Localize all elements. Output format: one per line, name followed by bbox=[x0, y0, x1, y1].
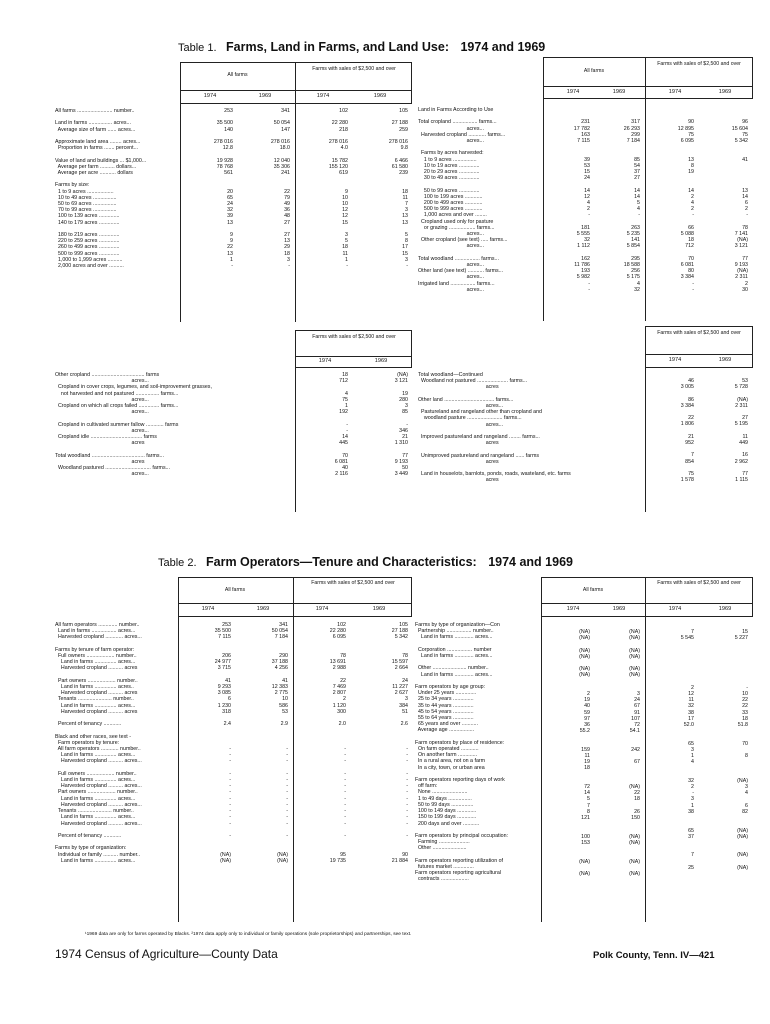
table1-left-values-1974: 253 35 500 140 278 016 12.8 19 928 78 768 561 20 65 24 32 39 13 9 9 22 13 1 - bbox=[213, 108, 233, 270]
table2-left-sales-1969: 105 27 188 5 342 78 15 597 2 664 24 11 227 2 627 3 384 51 2.6 - - - - - - - - - - - - - 90 21 884 bbox=[391, 622, 408, 864]
table2-right-row-labels: Farms by type of organization—Con Partnership ................. number.. Land in farms ............. acres... Corporation ................. number Land in farms ............. acres... Other ....................... number.. Land in farms ............. acres... Farm operators by age group: Under 25 years .............. 25 to 34 years .............. 35 to 44 years .............. 45 to 54 years .............. 55 to 64 years .............. 65 years and over ........... Average age ................. Farm operators by place of residence: On farm operated ............ On another farm ............. In a rural area, not on a farm In a city, town, or urban area Farm operators reporting days of work off farm: None ........................ 1 to 49 days ................ 50 to 99 days ............... 100 to 149 days ............. 150 to 199 days ............. 200 days and over ........... Farm operators by principal occupation: Farming ..................... Other ....................... Farm operators reporting utilization of futures market .............. Farm operators reporting agricultural contracts ................... bbox=[415, 622, 509, 883]
table1-title-text: Farms, Land in Farms, and Land Use: bbox=[226, 40, 449, 54]
table1-lower-right-1974: 46 3 005 86 3 384 22 1 806 21 952 7 854 75 1 578 bbox=[680, 378, 694, 484]
table1-lower-left-1969: (NA) 3 121 19 280 3 85 - 346 21 1 310 77 9 193 50 3 449 bbox=[394, 372, 408, 478]
table2-title-text: Farm Operators—Tenure and Characteristics: bbox=[206, 555, 477, 569]
table2-left-year-1969: 1969 bbox=[256, 606, 270, 612]
table2-left-syear-1974: 1974 bbox=[315, 606, 329, 612]
table1-right-syear-1974: 1974 bbox=[668, 89, 682, 95]
table2-right-values-1969: (NA) (NA) (NA) (NA) (NA) (NA) 3 24 67 91 107 72 54.1 242 67 (NA) 22 18 26 150 (NA) (NA) (NA) (NA) bbox=[629, 629, 640, 877]
table1-right-sales-1969: 96 15 604 75 5 342 41 13 14 6 2 - 78 7 141 (NA) 3 121 77 9 193 (NA) 2 311 2 30 bbox=[731, 119, 748, 293]
table1-left-values-1969: 341 50 054 147 278 016 18.0 12 040 35 306 241 22 79 49 36 48 27 27 13 29 18 3 - bbox=[270, 108, 290, 270]
table1-label: Table 1. bbox=[178, 42, 217, 54]
table1-right-syear-1969: 1969 bbox=[718, 89, 732, 95]
table2-right-sales-1974: 7 5 545 2 12 11 32 38 17 52.0 65 3 1 4 32 2 - 3 1 38 65 37 7 25 bbox=[680, 629, 694, 871]
table2-left-row-labels: All farm operators ............. number.. Land in farms ................. acres... Harvested cropland ............ acres... Farms by tenure of farm operator: Full owners ................... number.. Land in farms ............... acres... Harvested cropland .......... acres Part owners ................... number.. Land in farms ............... acres.. Harvested cropland .......... acres Tenants ....................... number.. Land in farms ............... acres... Harvested cropland .......... acres Percent of tenancy ............ Black and other races, see text - Farm operators by tenure: All farm operators ............ number.. Land in farms ............... acres... Harvested cropland .......... acres... Full owners ................... number.. Land in farms ............... acres... Harvested cropland .......... acres... Part owners ................... number.. Land in farms ............... acres... Harvested cropland .......... acres... Tenants ....................... number.. Land in farms ............... acres... Harvested cropland .......... acres... Percent of tenancy ............ Farms by type of organization: Individual or family .......... number.. Land in farms ............... acres... bbox=[55, 622, 142, 864]
table1-left-col-sales: Farms with sales of $2,500 and over bbox=[312, 66, 396, 72]
table2-right-sales-1969: 15 5 227 - 10 22 22 33 18 51.8 70 8 (NA) 3 4 6 82 (NA) (NA) (NA) (NA) bbox=[734, 629, 748, 871]
table2-left-values-1969: 341 50 054 7 184 290 37 188 4 256 41 12 383 2 775 10 586 53 2.9 - - - - - - - - - - - - - (NA) (NA) bbox=[271, 622, 288, 864]
table1-right-values-1974: 231 17 782 163 7 115 39 53 15 24 14 12 4 2 - 181 5 555 32 1 112 162 11 786 193 5 982 - - bbox=[573, 119, 590, 293]
table1-lower-left-col-sales: Farms with sales of $2,500 and over bbox=[312, 334, 396, 340]
page-footer-left: 1974 Census of Agriculture—County Data bbox=[55, 947, 278, 961]
table1-left-syear-1969: 1969 bbox=[373, 93, 387, 99]
table1-left-row-labels: All farms ........................ number.. Land in farms ................ acres... Average size of farm ...... acres... Approximate land area ........ acres... Proportion in farms ....... percent... Value of land and buildings ... $1,000... Average per farm .......... dollars... Average per acre ........... dollars Farms by size: 1 to 9 acres .................. 10 to 49 acres ................ 50 to 69 acres ................ 70 to 99 acres ................ 100 to 139 acres .............. 140 to 179 acres .............. 180 to 219 acres .............. 220 to 259 acres .............. 260 to 499 acres .............. 500 to 999 acres .............. 1,000 to 1,999 acres .......... 2,000 acres and over .......... bbox=[55, 108, 147, 270]
table1-left-year-1974: 1974 bbox=[203, 93, 217, 99]
table1-left-year-1969: 1969 bbox=[258, 93, 272, 99]
table2-title bbox=[158, 555, 573, 569]
table2-left-syear-1969: 1969 bbox=[372, 606, 386, 612]
table1-lower-right-year-1969: 1969 bbox=[718, 357, 732, 363]
table2-label: Table 2. bbox=[158, 557, 197, 569]
table1-lower-right-labels: Total woodland—Continued Woodland not pastured ..................... farms... acres Other land .................................. farms... acres... Pastureland and rangeland other than cropland and woodland pasture ........................ farms... acres... Improved pastureland and rangeland ........ farms... acres Unimproved pastureland and rangeland ...... farms acres Land in houselots, barnlots, ponds, roads, wasteland, etc. farms acres bbox=[418, 372, 571, 484]
table2-left-year-1974: 1974 bbox=[201, 606, 215, 612]
table2-left-values-1974: 253 35 500 7 115 206 24 977 3 715 41 9 293 3 085 6 1 230 318 2.4 - - - - - - - - - - - - - (NA) (NA) bbox=[214, 622, 231, 864]
table2-left-sales-1974: 102 22 280 6 095 78 13 691 2 988 22 7 469 2 807 2 1 120 300 2.0 - - - - - - - - - - - - - 95 19 735 bbox=[329, 622, 346, 864]
table1-years-title: 1974 and 1969 bbox=[460, 40, 546, 54]
table2-right-year-1974: 1974 bbox=[566, 606, 580, 612]
table2-right-year-1969: 1969 bbox=[612, 606, 626, 612]
table2-right-syear-1974: 1974 bbox=[668, 606, 682, 612]
table1-right-year-1974: 1974 bbox=[566, 89, 580, 95]
table1-left-syear-1974: 1974 bbox=[316, 93, 330, 99]
table1-lower-left-labels: Other cropland .................................... farms acres... Cropland in cover crops, legumes, and soil-improvement grasses, not harvested and not pastured ................ farms... acres... Cropland on which all crops failed .............. farms... acres... Cropland in cultivated summer fallow ............ farms acres... Cropland idle ................................... farms acres Total woodland .................................... farms... acres Woodland pastured ............................... farms... acres... bbox=[55, 372, 212, 478]
table1-title bbox=[178, 40, 545, 54]
table1-lower-right-year-1974: 1974 bbox=[668, 357, 682, 363]
table2-years-title: 1974 and 1969 bbox=[488, 555, 573, 569]
table1-right-year-1969: 1969 bbox=[612, 89, 626, 95]
table1-left-col-all: All farms bbox=[227, 72, 248, 78]
table1-right-row-labels: Land in Farms According to Use Total cropland ................. farms... acres... Harvested cropland ............ farms... acres... Farms by acres harvested: 1 to 9 acres ................ 10 to 19 acres .............. 20 to 29 acres .............. 30 to 49 acres .............. 50 to 99 acres .............. 100 to 199 acres ............ 200 to 499 acres ............ 500 to 999 acres ............ 1,000 acres and over ........ Cropland used only for pasture or grazing .................. farms... acres... Other cropland (see text) ..... farms... acres... Total woodland ................. farms... acres... Other land (see text) ........... farms... acres... Irrigated land ................. farms... acres... bbox=[418, 107, 508, 293]
table1-right-col-sales: Farms with sales of $2,500 and over bbox=[657, 61, 741, 67]
table1-right-values-1969: 317 26 293 299 7 184 85 54 37 27 14 14 5 4 - 263 5 235 141 5 854 295 18 588 256 5 175 4 32 bbox=[623, 119, 640, 293]
page-footer-right: Polk County, Tenn. IV—421 bbox=[593, 950, 715, 961]
table2-right-col-all: All farms bbox=[582, 587, 604, 593]
table1-right-sales-1974: 90 12 895 75 6 095 13 8 19 14 2 4 2 - 66 5 088 18 712 70 6 081 80 3 384 - - bbox=[677, 119, 694, 293]
table1-lower-left-year-1974: 1974 bbox=[318, 358, 332, 364]
table1-left-sales-1969: 105 27 188 259 278 016 9.8 6 466 61 580 239 18 11 7 3 13 13 5 8 17 15 3 - bbox=[388, 108, 408, 270]
table1-right-col-all: All farms bbox=[583, 68, 605, 74]
table2-footnote: ¹1969 data are only for farms operated by Blacks. ²1974 data apply only to individual or family operations (sole proprietorships) and partnerships, see text. bbox=[85, 932, 412, 937]
table2-left-col-all: All farms bbox=[224, 587, 246, 593]
table1-lower-left-1974: 18 712 4 75 1 192 - - 14 445 70 6 081 40 2 116 bbox=[334, 372, 348, 478]
table1-lower-right-col-sales: Farms with sales of $2,500 and over bbox=[657, 330, 741, 336]
table2-right-col-sales: Farms with sales of $2,500 and over bbox=[657, 580, 741, 586]
table2-right-syear-1969: 1969 bbox=[718, 606, 732, 612]
table1-lower-left-year-1969: 1969 bbox=[374, 358, 388, 364]
table1-lower-right-1969: 53 5 728 (NA) 2 311 27 5 195 11 449 16 2 962 77 1 115 bbox=[734, 378, 748, 484]
table2-right-values-1974: (NA) (NA) (NA) (NA) (NA) (NA) 2 19 40 59 97 36 55.2 159 11 19 18 72 14 5 7 8 121 100 153 (NA) (NA) bbox=[579, 629, 590, 877]
table2-left-col-sales: Farms with sales of $2,500 and over bbox=[311, 580, 395, 586]
table1-left-sales-1974: 102 22 280 218 278 016 4.0 15 782 155 120 619 9 10 10 12 12 15 3 5 18 11 1 - bbox=[328, 108, 348, 270]
